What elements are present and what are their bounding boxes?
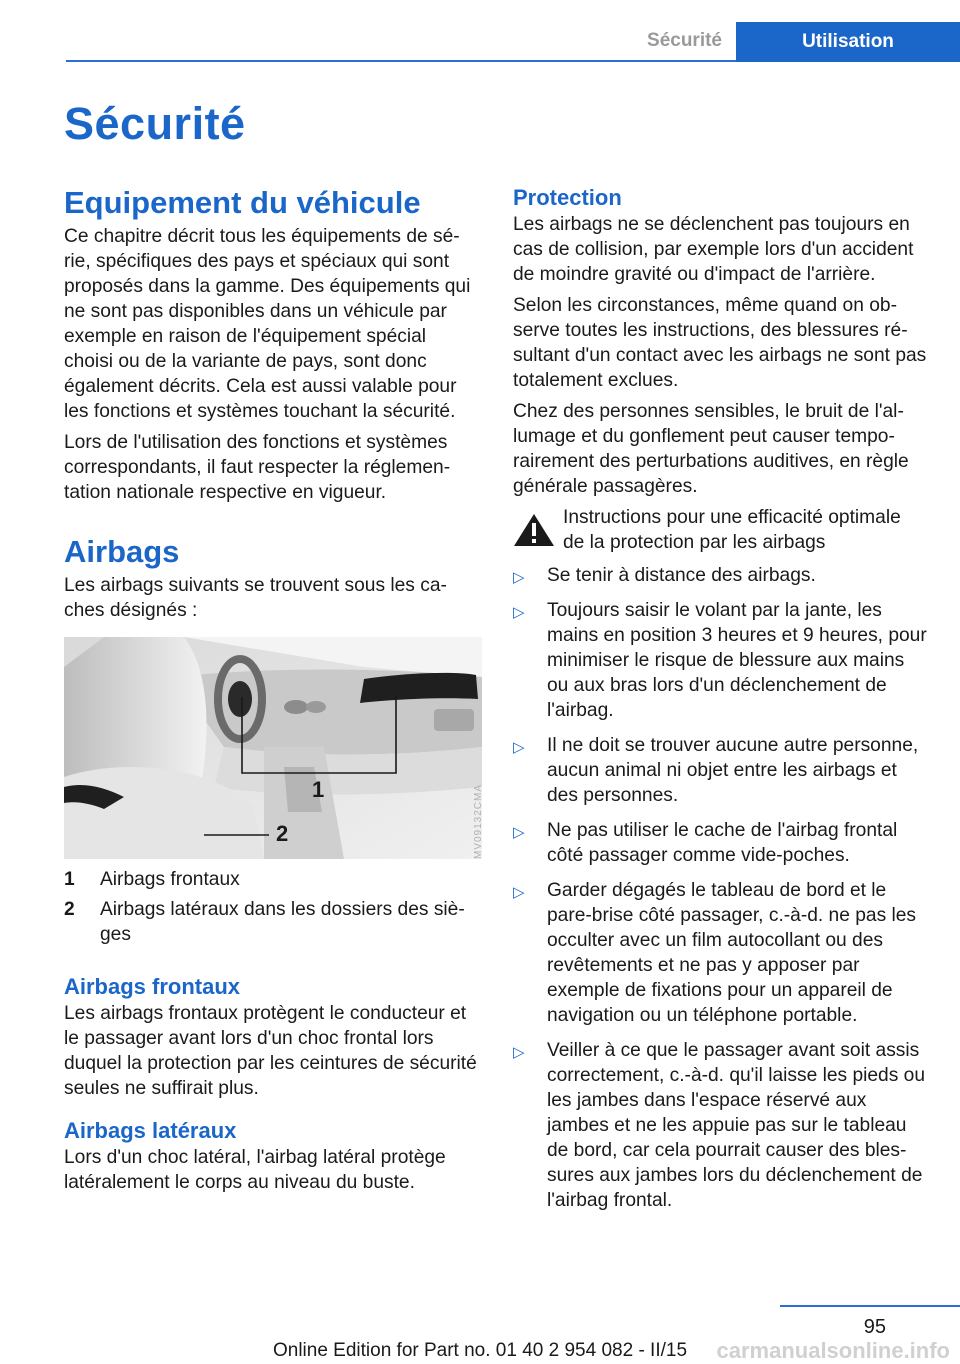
triangle-bullet-icon: ▷ — [513, 1044, 525, 1061]
figure-code: MV09132CMA — [473, 783, 484, 859]
list-item: ▷ Garder dégagés le tableau de bord et le pare-brise côté passager, c.-à-d. ne pas les occulter avec un film autocollant ou des revêtements et ne pas y apposer par exemple de fixations pour un appareil de navigation ou un téléphone portable. — [513, 880, 917, 1026]
airbags-heading: Airbags — [64, 534, 180, 569]
list-item: ▷ Toujours saisir le volant par la jante, les mains en position 3 heures et 9 heures, pour minimiser le risque de blessure aux mains ou aux bras lors d'un déclenchement de l'airbag. — [513, 600, 927, 721]
protection-paragraph-3: Chez des personnes sensibles, le bruit de l'allumage et du gonflement peut causer temporairement des perturbations auditives, en règle générale passagères. — [513, 401, 909, 497]
figure-callout-1: 1 — [312, 777, 325, 802]
protection-heading: Protection — [513, 185, 622, 210]
footer-edition: Online Edition for Part no. 01 40 2 954 082 - II/15 — [272, 1340, 688, 1361]
warning-box — [513, 505, 927, 555]
legend-text: Airbags frontaux — [100, 869, 240, 890]
airbag-location-figure — [64, 637, 482, 859]
equipment-heading: Equipement du véhicule — [64, 185, 421, 220]
triangle-bullet-icon: ▷ — [513, 884, 525, 901]
list-item: ▷ Veiller à ce que le passager avant soit assis correctement, c.-à-d. qu'il laisse les pieds ou les jambes dans l'espace réservé aux jambes et ne les appuie pas sur le tableau de bord, car cela pourrait causer des blessures aux jambes lors du déclenchement de l'airbag frontal. — [513, 1040, 925, 1211]
triangle-bullet-icon: ▷ — [513, 739, 525, 756]
warning-text: Instructions pour une efficacité optimale de la protection par les airbags — [563, 507, 901, 553]
protection-paragraph-1: Les airbags ne se déclenchent pas toujours en cas de collision, par exemple lors d'un accident de moindre gravité ou d'impact de l'arrière. — [513, 214, 914, 285]
header-tab-utilisation[interactable]: Utilisation — [736, 22, 960, 62]
figure-callout-2: 2 — [276, 821, 289, 846]
list-item: ▷ Se tenir à distance des airbags. — [513, 563, 927, 588]
equipment-paragraph-1: Ce chapitre décrit tous les équipements de série, spécifiques des pays et spéciaux qui sont proposés dans la gamme. Des équipements qui ne sont pas disponibles dans un véhicule par exemple en raison de l'équipement spécial choisi ou de la variante de pays, sont donc également décrits. Cela est aussi valable pour les fonctions et systèmes touchant la sécurité. — [64, 226, 471, 422]
watermark: carmanualsonline.info — [716, 1338, 950, 1363]
left-column — [64, 184, 484, 1201]
triangle-bullet-icon: ▷ — [513, 569, 525, 586]
lateral-airbags-paragraph: Lors d'un choc latéral, l'airbag latéral protège latéralement le corps au niveau du buste. — [64, 1147, 446, 1193]
frontal-airbags-paragraph: Les airbags frontaux protègent le conducteur et le passager avant lors d'un choc frontal lors duquel la protection par les ceintures de sécurité seules ne suffirait plus. — [64, 1003, 477, 1099]
legend-text: Airbags latéraux dans les dossiers des sièges — [100, 899, 465, 945]
frontal-airbags-heading: Airbags frontaux — [64, 974, 241, 999]
page-header — [66, 22, 960, 62]
triangle-bullet-icon: ▷ — [513, 604, 525, 621]
page-number: 95 — [863, 1316, 886, 1338]
legend-item — [64, 867, 478, 892]
figure-legend — [64, 867, 478, 947]
legend-item — [64, 897, 478, 947]
warning-triangle-icon — [513, 513, 565, 552]
safety-instructions-list — [513, 563, 927, 1213]
triangle-bullet-icon: ▷ — [513, 824, 525, 841]
right-column — [513, 184, 927, 1223]
header-tab-securite[interactable]: Sécurité — [647, 30, 722, 51]
lateral-airbags-heading: Airbags latéraux — [64, 1118, 237, 1143]
legend-number: 2 — [64, 899, 75, 920]
equipment-paragraph-2: Lors de l'utilisation des fonctions et systèmes correspondants, il faut respecter la réglementation nationale respective en vigueur. — [64, 432, 451, 503]
airbags-paragraph: Les airbags suivants se trouvent sous les caches désignés : — [64, 575, 447, 621]
car-interior-illustration — [64, 637, 482, 859]
list-item: ▷ Il ne doit se trouver aucune autre personne, aucun animal ni objet entre les airbags et des personnes. — [513, 735, 919, 806]
protection-paragraph-2: Selon les circonstances, même quand on observe toutes les instructions, des blessures résultant d'un contact avec les airbags ne sont pas totalement exclues. — [513, 295, 927, 391]
footer-rule — [780, 1305, 960, 1307]
list-item: ▷ Ne pas utiliser le cache de l'airbag frontal côté passager comme vide-poches. — [513, 820, 898, 866]
page-title: Sécurité — [64, 98, 246, 149]
legend-number: 1 — [64, 869, 75, 890]
